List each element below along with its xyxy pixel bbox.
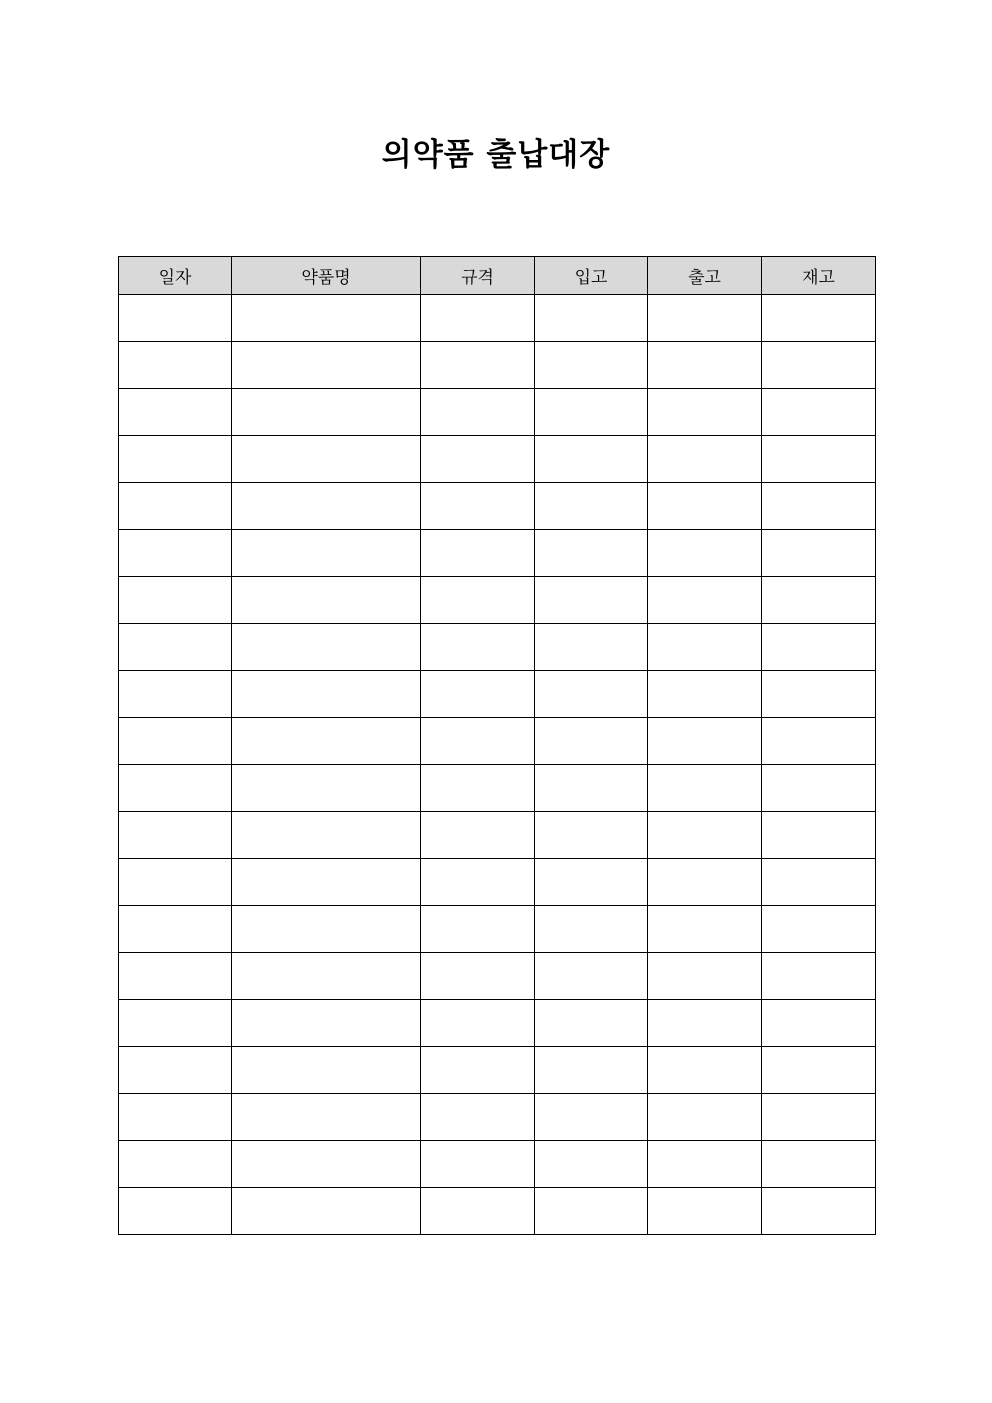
issued-cell[interactable] bbox=[648, 812, 762, 859]
spec-cell[interactable] bbox=[421, 1141, 535, 1188]
date-cell[interactable] bbox=[119, 1047, 232, 1094]
drug-name-cell[interactable] bbox=[232, 483, 421, 530]
issued-cell[interactable] bbox=[648, 859, 762, 906]
issued-cell[interactable] bbox=[648, 953, 762, 1000]
table-row bbox=[119, 483, 876, 530]
stock-cell[interactable] bbox=[762, 718, 876, 765]
stock-cell[interactable] bbox=[762, 624, 876, 671]
table-row bbox=[119, 530, 876, 577]
date-cell[interactable] bbox=[119, 765, 232, 812]
table-row bbox=[119, 436, 876, 483]
spec-cell[interactable] bbox=[421, 671, 535, 718]
drug-name-cell[interactable] bbox=[232, 1188, 421, 1235]
date-cell[interactable] bbox=[119, 859, 232, 906]
stock-cell[interactable] bbox=[762, 765, 876, 812]
spec-cell[interactable] bbox=[421, 295, 535, 342]
column-header-received: 입고 bbox=[535, 257, 648, 295]
received-cell[interactable] bbox=[535, 906, 648, 953]
spec-cell[interactable] bbox=[421, 1188, 535, 1235]
received-cell[interactable] bbox=[535, 812, 648, 859]
received-cell[interactable] bbox=[535, 1188, 648, 1235]
table-row bbox=[119, 1188, 876, 1235]
issued-cell[interactable] bbox=[648, 295, 762, 342]
table-row bbox=[119, 389, 876, 436]
stock-cell[interactable] bbox=[762, 812, 876, 859]
table-row bbox=[119, 1000, 876, 1047]
spec-cell[interactable] bbox=[421, 624, 535, 671]
table-row bbox=[119, 859, 876, 906]
issued-cell[interactable] bbox=[648, 342, 762, 389]
table-row bbox=[119, 624, 876, 671]
issued-cell[interactable] bbox=[648, 1094, 762, 1141]
ledger-table bbox=[118, 256, 876, 1235]
table-row bbox=[119, 765, 876, 812]
issued-cell[interactable] bbox=[648, 436, 762, 483]
drug-name-cell[interactable] bbox=[232, 906, 421, 953]
stock-cell[interactable] bbox=[762, 1047, 876, 1094]
stock-cell[interactable] bbox=[762, 906, 876, 953]
spec-cell[interactable] bbox=[421, 718, 535, 765]
drug-name-cell[interactable] bbox=[232, 624, 421, 671]
stock-cell[interactable] bbox=[762, 295, 876, 342]
column-header-spec: 규격 bbox=[421, 257, 535, 295]
received-cell[interactable] bbox=[535, 718, 648, 765]
drug-name-cell[interactable] bbox=[232, 718, 421, 765]
table-row bbox=[119, 1094, 876, 1141]
drug-name-cell[interactable] bbox=[232, 1141, 421, 1188]
stock-cell[interactable] bbox=[762, 483, 876, 530]
stock-cell[interactable] bbox=[762, 1141, 876, 1188]
date-cell[interactable] bbox=[119, 342, 232, 389]
drug-name-cell[interactable] bbox=[232, 812, 421, 859]
column-header-drug-name: 약품명 bbox=[232, 257, 421, 295]
received-cell[interactable] bbox=[535, 1047, 648, 1094]
issued-cell[interactable] bbox=[648, 1188, 762, 1235]
received-cell[interactable] bbox=[535, 1141, 648, 1188]
spec-cell[interactable] bbox=[421, 1000, 535, 1047]
date-cell[interactable] bbox=[119, 1000, 232, 1047]
issued-cell[interactable] bbox=[648, 624, 762, 671]
issued-cell[interactable] bbox=[648, 906, 762, 953]
received-cell[interactable] bbox=[535, 953, 648, 1000]
date-cell[interactable] bbox=[119, 906, 232, 953]
date-cell[interactable] bbox=[119, 577, 232, 624]
issued-cell[interactable] bbox=[648, 389, 762, 436]
table-row bbox=[119, 812, 876, 859]
received-cell[interactable] bbox=[535, 342, 648, 389]
date-cell[interactable] bbox=[119, 671, 232, 718]
stock-cell[interactable] bbox=[762, 436, 876, 483]
drug-name-cell[interactable] bbox=[232, 389, 421, 436]
table-row bbox=[119, 577, 876, 624]
date-cell[interactable] bbox=[119, 953, 232, 1000]
issued-cell[interactable] bbox=[648, 577, 762, 624]
drug-name-cell[interactable] bbox=[232, 671, 421, 718]
received-cell[interactable] bbox=[535, 530, 648, 577]
date-cell[interactable] bbox=[119, 436, 232, 483]
received-cell[interactable] bbox=[535, 389, 648, 436]
drug-name-cell[interactable] bbox=[232, 1094, 421, 1141]
received-cell[interactable] bbox=[535, 483, 648, 530]
table-row bbox=[119, 718, 876, 765]
date-cell[interactable] bbox=[119, 1094, 232, 1141]
spec-cell[interactable] bbox=[421, 577, 535, 624]
stock-cell[interactable] bbox=[762, 530, 876, 577]
drug-name-cell[interactable] bbox=[232, 342, 421, 389]
column-header-stock: 재고 bbox=[762, 257, 876, 295]
date-cell[interactable] bbox=[119, 295, 232, 342]
stock-cell[interactable] bbox=[762, 671, 876, 718]
stock-cell[interactable] bbox=[762, 577, 876, 624]
table-row bbox=[119, 906, 876, 953]
date-cell[interactable] bbox=[119, 483, 232, 530]
received-cell[interactable] bbox=[535, 1000, 648, 1047]
drug-name-cell[interactable] bbox=[232, 577, 421, 624]
table-header-row bbox=[119, 257, 876, 295]
stock-cell[interactable] bbox=[762, 389, 876, 436]
spec-cell[interactable] bbox=[421, 530, 535, 577]
issued-cell[interactable] bbox=[648, 671, 762, 718]
drug-name-cell[interactable] bbox=[232, 530, 421, 577]
date-cell[interactable] bbox=[119, 718, 232, 765]
table-row bbox=[119, 671, 876, 718]
drug-name-cell[interactable] bbox=[232, 1000, 421, 1047]
received-cell[interactable] bbox=[535, 295, 648, 342]
drug-name-cell[interactable] bbox=[232, 1047, 421, 1094]
issued-cell[interactable] bbox=[648, 530, 762, 577]
stock-cell[interactable] bbox=[762, 859, 876, 906]
spec-cell[interactable] bbox=[421, 1094, 535, 1141]
table-row bbox=[119, 295, 876, 342]
stock-cell[interactable] bbox=[762, 953, 876, 1000]
date-cell[interactable] bbox=[119, 1188, 232, 1235]
issued-cell[interactable] bbox=[648, 1047, 762, 1094]
date-cell[interactable] bbox=[119, 530, 232, 577]
drug-name-cell[interactable] bbox=[232, 859, 421, 906]
received-cell[interactable] bbox=[535, 624, 648, 671]
stock-cell[interactable] bbox=[762, 1000, 876, 1047]
spec-cell[interactable] bbox=[421, 765, 535, 812]
stock-cell[interactable] bbox=[762, 1188, 876, 1235]
date-cell[interactable] bbox=[119, 624, 232, 671]
date-cell[interactable] bbox=[119, 389, 232, 436]
received-cell[interactable] bbox=[535, 436, 648, 483]
table-row bbox=[119, 1047, 876, 1094]
issued-cell[interactable] bbox=[648, 1000, 762, 1047]
table-row bbox=[119, 953, 876, 1000]
spec-cell[interactable] bbox=[421, 1047, 535, 1094]
ledger-body bbox=[119, 295, 876, 1235]
drug-name-cell[interactable] bbox=[232, 765, 421, 812]
received-cell[interactable] bbox=[535, 671, 648, 718]
received-cell[interactable] bbox=[535, 859, 648, 906]
issued-cell[interactable] bbox=[648, 718, 762, 765]
spec-cell[interactable] bbox=[421, 812, 535, 859]
spec-cell[interactable] bbox=[421, 906, 535, 953]
column-header-date: 일자 bbox=[119, 257, 232, 295]
spec-cell[interactable] bbox=[421, 342, 535, 389]
spec-cell[interactable] bbox=[421, 389, 535, 436]
stock-cell[interactable] bbox=[762, 342, 876, 389]
date-cell[interactable] bbox=[119, 1141, 232, 1188]
page-title: 의약품 출납대장 bbox=[381, 137, 611, 173]
table-row bbox=[119, 1141, 876, 1188]
drug-name-cell[interactable] bbox=[232, 436, 421, 483]
spec-cell[interactable] bbox=[421, 953, 535, 1000]
issued-cell[interactable] bbox=[648, 1141, 762, 1188]
received-cell[interactable] bbox=[535, 1094, 648, 1141]
issued-cell[interactable] bbox=[648, 483, 762, 530]
spec-cell[interactable] bbox=[421, 483, 535, 530]
received-cell[interactable] bbox=[535, 765, 648, 812]
spec-cell[interactable] bbox=[421, 436, 535, 483]
drug-name-cell[interactable] bbox=[232, 953, 421, 1000]
issued-cell[interactable] bbox=[648, 765, 762, 812]
date-cell[interactable] bbox=[119, 812, 232, 859]
received-cell[interactable] bbox=[535, 577, 648, 624]
stock-cell[interactable] bbox=[762, 1094, 876, 1141]
column-header-issued: 출고 bbox=[648, 257, 762, 295]
table-row bbox=[119, 342, 876, 389]
spec-cell[interactable] bbox=[421, 859, 535, 906]
drug-name-cell[interactable] bbox=[232, 295, 421, 342]
